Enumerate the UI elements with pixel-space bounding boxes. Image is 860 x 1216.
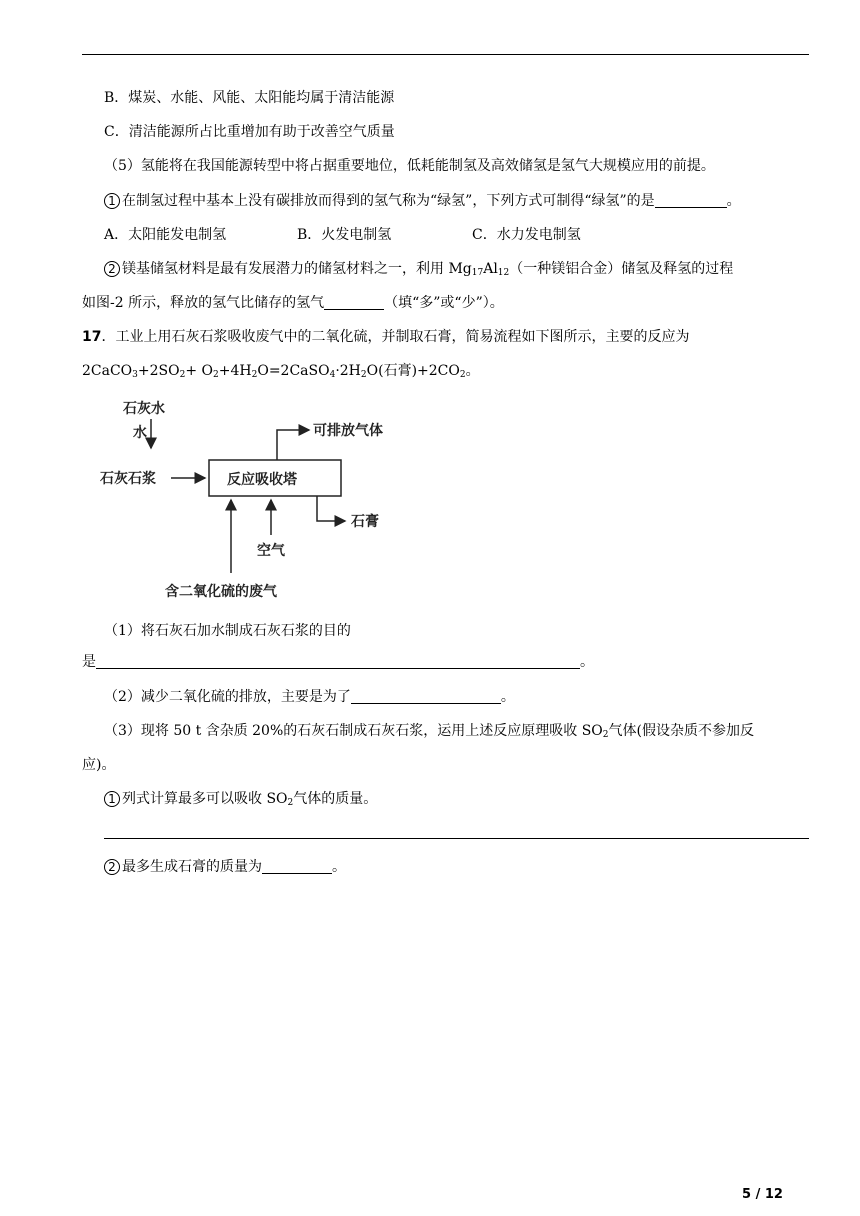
label-reaction-tower: 反应吸收塔 [227,472,297,488]
q16-option-c: C．清洁能源所占比重增加有助于改善空气质量 [104,124,395,140]
q17-part1-line2: 是 。 [82,654,594,670]
page-number: 5 / 12 [742,1187,783,1202]
process-flow-diagram [95,393,415,608]
option-b: B．火发电制氢 [297,227,392,243]
label-exhaust-gas: 可排放气体 [313,423,383,439]
option-c: C．水力发电制氢 [472,227,581,243]
label-water: 水 [133,425,147,441]
q16-sub1-options [104,224,809,246]
answer-blank[interactable] [96,652,580,669]
question-number: 17 [82,329,102,345]
q17-part3: （3）现将 50 t 含杂质 20%的石灰石制成石灰石浆，运用上述反应原理吸收 $SO_2$气体(假设杂质不参加反 [104,723,754,740]
circled-number: 1 [104,193,120,209]
q17-sub2: 2 最多生成石膏的质量为 。 [104,856,809,878]
label-limestone-slurry: 石灰石浆 [100,471,156,487]
q17-part3-line2: 应)。 [82,757,116,773]
label-air: 空气 [257,543,285,559]
q17-part1: （1）将石灰石加水制成石灰石浆的目的 [104,623,351,639]
circled-number: 2 [104,261,120,277]
label-waste-gas: 含二氧化硫的废气 [165,584,277,600]
q17-equation: $2CaCO_3+2SO_2+$ $O_2+4H_2O=2CaSO_4\cdot 2H_2O$(石膏)$+2CO_2$。 [82,363,480,380]
answer-blank[interactable] [351,687,501,704]
arrow-gypsum-out [317,496,345,521]
q16-part5: （5）氢能将在我国能源转型中将占据重要地位，低耗能制氢及高效储氢是氢气大规模应用的前提。 [104,158,715,174]
circled-number: 2 [104,859,120,875]
answer-line[interactable] [104,838,809,839]
q16-option-b: B．煤炭、水能、风能、太阳能均属于清洁能源 [104,90,395,106]
q16-sub1: 1 在制氢过程中基本上没有碳排放而得到的氢气称为“绿氢”，下列方式可制得“绿氢”的是 。 [104,190,809,212]
label-lime-water: 石灰水 [123,401,165,417]
circled-number: 1 [104,791,120,807]
answer-blank[interactable] [324,293,384,310]
q16-sub2: 2 镁基储氢材料是最有发展潜力的储氢材料之一，利用 $Mg_{17}Al_{12}$（一种镁铝合金）储氢及释氢的过程 [104,258,809,280]
answer-blank[interactable] [655,191,727,208]
q17-sub1: 1 列式计算最多可以吸收 $SO_2$气体的质量。 [104,788,809,810]
option-a: A．太阳能发电制氢 [104,227,227,243]
q17-part2: （2）减少二氧化硫的排放，主要是为了 。 [104,689,515,705]
answer-blank[interactable] [262,857,332,874]
label-gypsum: 石膏 [351,514,379,530]
header-rule [82,54,809,55]
arrow-exhaust-out [277,430,309,460]
q17-intro: 17．工业上用石灰石浆吸收废气中的二氧化硫，并制取石膏，简易流程如下图所示，主要的反应为 [82,329,690,345]
q16-sub2-line2: 如图-2 所示，释放的氢气比储存的氢气 （填“多”或“少”）。 [82,295,504,311]
